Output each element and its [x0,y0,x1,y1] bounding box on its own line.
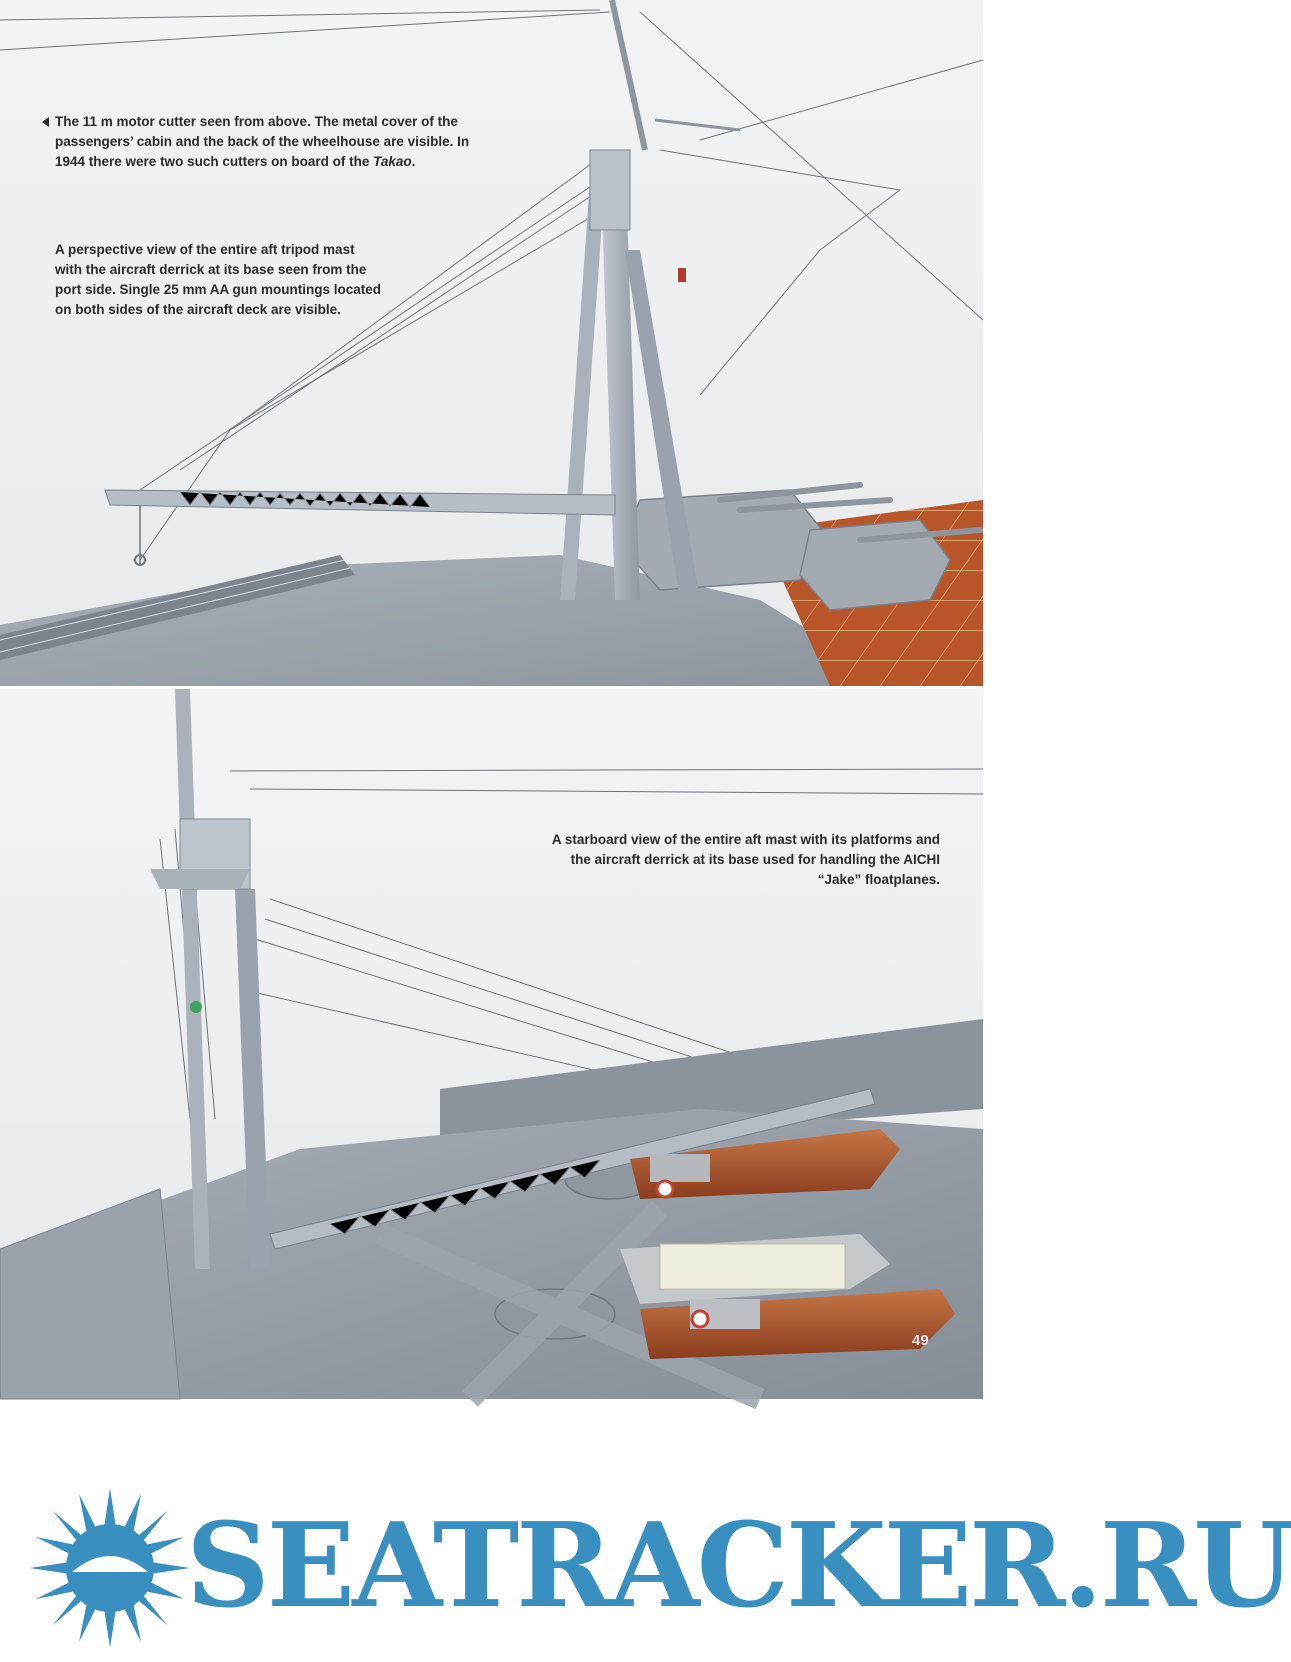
caption-pointer-icon [42,117,49,127]
aft-mast-starboard-render [0,689,983,1399]
seatracker-watermark [0,1460,1291,1662]
aft-mast-port-render [0,0,983,686]
sun-logo-icon [30,1488,190,1648]
caption-cutter-text: The 11 m motor cutter seen from above. The metal cover of the passengers’ cabin and the back of the wheelhouse are visible. In 1944 there were two such cutters on board of the [55,114,470,169]
caption-starboard-view: A starboard view of the entire aft mast with its platforms and the aircraft derrick at its base used for handling the AICHI “Jake” floatplanes. [551,832,940,887]
caption-cutter-end: . [411,154,416,169]
caption-motor-cutter [55,112,495,172]
caption-aft-tripod-mast: A perspective view of the entire aft tripod mast with the aircraft derrick at its base seen from the port side. Single 25 mm AA gun mountings located on both sides of the aircraft deck are visible. [55,242,382,317]
ship-name-italic: Takao [373,154,412,169]
watermark-text: SEATRACKER.RU [186,1498,1291,1634]
page-number: 49 [912,1332,929,1349]
